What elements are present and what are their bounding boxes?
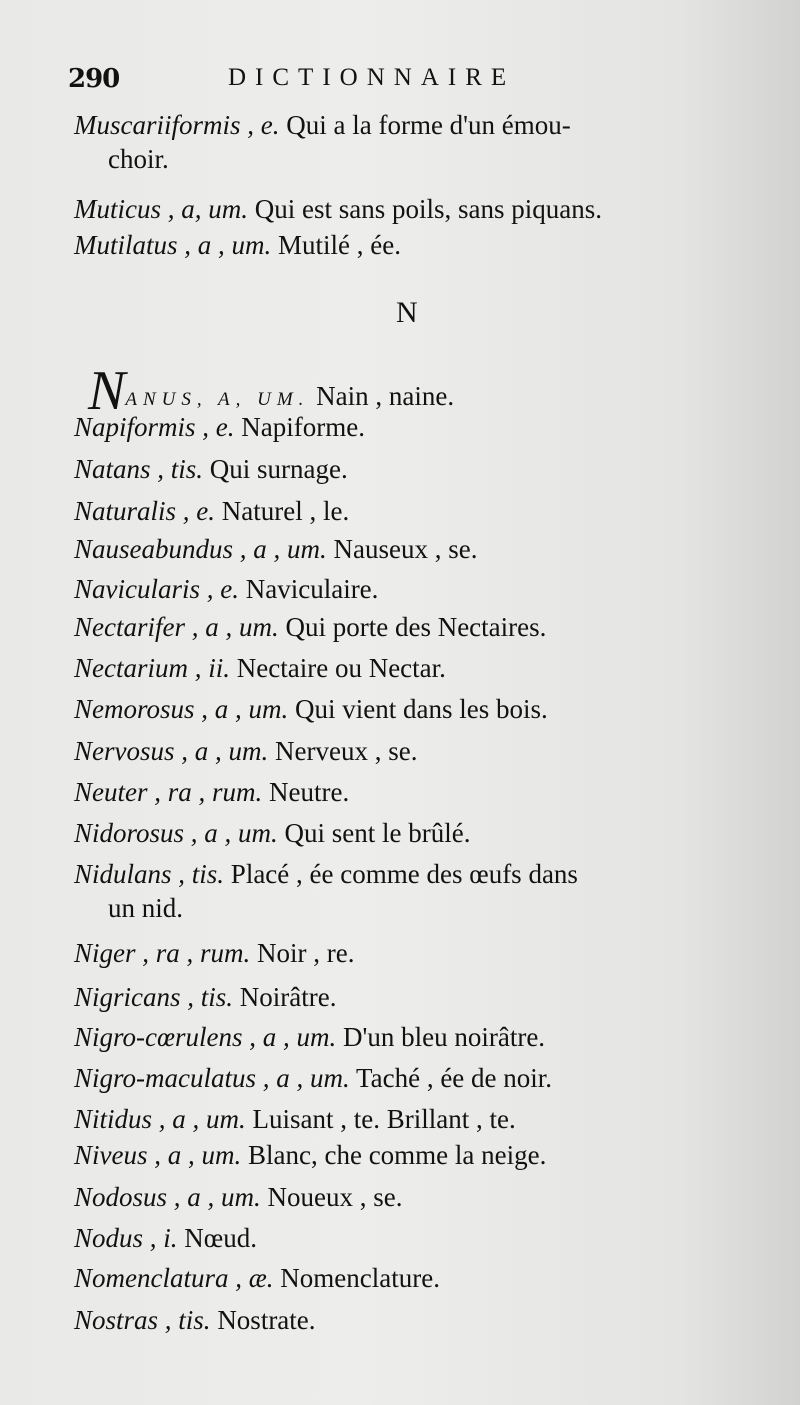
dictionary-entry <box>74 410 764 444</box>
entry-definition: Neutre. <box>269 777 350 807</box>
dictionary-entry <box>74 610 764 644</box>
dictionary-entry <box>74 692 764 726</box>
entry-definition: Qui sent le brûlé. <box>284 818 471 848</box>
entry-grammar: , a , um. <box>262 1063 350 1093</box>
dictionary-entry <box>74 936 764 970</box>
dictionary-entry <box>74 857 764 925</box>
dictionary-entry <box>74 1102 764 1136</box>
entry-definition: Noueux , se. <box>267 1182 403 1212</box>
entry-term: Nodus <box>74 1223 144 1253</box>
entry-definition: Napiforme. <box>241 412 365 442</box>
dictionary-entry <box>74 734 764 768</box>
entry-grammar: , a , um. <box>154 1140 242 1170</box>
dictionary-entry <box>74 1303 764 1337</box>
page-number: 290 <box>68 64 120 94</box>
entry-definition: Qui a la forme d'un émou- <box>286 110 571 140</box>
dictionary-entry <box>74 1061 764 1095</box>
dictionary-entry <box>74 1221 764 1255</box>
entry-term: Neuter <box>74 777 148 807</box>
entry-definition: Nœud. <box>184 1223 258 1253</box>
entry-definition: Luisant , te. Brillant , te. <box>252 1104 516 1134</box>
dictionary-entry <box>74 1180 764 1214</box>
entry-grammar: , a , um. <box>239 534 327 564</box>
entry-term: Nectarium <box>74 653 188 683</box>
entry-grammar: , e. <box>182 496 216 526</box>
dictionary-entry <box>74 651 764 685</box>
dictionary-entry <box>74 1138 764 1172</box>
entry-definition: Nectaire ou Nectar. <box>236 653 446 683</box>
entry-term: Nomenclatura <box>74 1263 229 1293</box>
entry-definition: Taché , ée de noir. <box>356 1063 553 1093</box>
drop-cap-initial: N <box>88 360 126 422</box>
entry-grammar: , e. <box>202 412 235 442</box>
lead-entry <box>88 360 768 422</box>
entry-grammar: , a , um. <box>158 1104 246 1134</box>
entry-term: Niger <box>74 938 136 968</box>
section-letter: N <box>396 296 418 329</box>
entry-grammar: , a , um. <box>249 1022 337 1052</box>
entry-term: Naturalis <box>74 496 177 526</box>
entry-term: Nigro-cœrulens <box>74 1022 243 1052</box>
entry-definition: Mutilé , ée. <box>278 230 401 260</box>
entry-definition: Noir , re. <box>257 938 355 968</box>
entry-grammar: , a , um. <box>173 1182 261 1212</box>
entry-definition: Placé , ée comme des œufs dans <box>230 859 578 889</box>
entry-grammar: , a , um. <box>184 230 272 260</box>
entry-term: Nervosus <box>74 736 175 766</box>
entry-term: Natans <box>74 454 151 484</box>
entry-term: Nemorosus <box>74 694 195 724</box>
entry-grammar: , tis. <box>157 454 204 484</box>
entry-definition: Naviculaire. <box>245 574 379 604</box>
entry-grammar: , tis. <box>178 859 225 889</box>
entry-term: Nidorosus <box>74 818 185 848</box>
entry-grammar: , a, um. <box>167 194 248 224</box>
entry-term: Mutilatus <box>74 230 178 260</box>
entry-grammar: , a , um. <box>201 694 289 724</box>
entry-term: Nostras <box>74 1305 159 1335</box>
entry-term: Muscariiformis <box>74 110 241 140</box>
entry-term: Nigro-maculatus <box>74 1063 256 1093</box>
entry-definition: Noirâtre. <box>239 982 337 1012</box>
dictionary-entry <box>74 452 764 486</box>
entry-definition: Qui porte des Nectaires. <box>285 612 547 642</box>
entry-definition: Nauseux , se. <box>333 534 478 564</box>
entry-term: Nauseabundus <box>74 534 234 564</box>
entry-grammar: , tis. <box>164 1305 211 1335</box>
entry-term: Niveus <box>74 1140 148 1170</box>
dictionary-entry <box>74 108 764 176</box>
entry-term: Nidulans <box>74 859 172 889</box>
entry-grammar: , a , um. <box>191 612 279 642</box>
dictionary-entry <box>74 572 764 606</box>
entry-definition: Qui est sans poils, sans piquans. <box>254 194 602 224</box>
entry-definition: Nerveux , se. <box>275 736 418 766</box>
entry-grammar: , ii. <box>194 653 231 683</box>
entry-term: Napiformis <box>74 412 196 442</box>
entry-grammar: , a , um. <box>181 736 269 766</box>
lead-entry-definition: Nain , naine. <box>316 381 455 411</box>
entry-term: Muticus <box>74 194 161 224</box>
dictionary-entry <box>74 816 764 850</box>
dictionary-entry <box>74 1261 764 1295</box>
dictionary-entry <box>74 980 764 1014</box>
lead-entry-term: ANUS, A, UM. <box>125 389 310 410</box>
dictionary-entry <box>74 775 764 809</box>
dictionary-entry <box>74 494 764 528</box>
entry-continuation: choir. <box>108 144 169 174</box>
entry-grammar: , e. <box>247 110 280 140</box>
entry-term: Navicularis <box>74 574 200 604</box>
entry-definition: Blanc, che comme la neige. <box>248 1140 547 1170</box>
entry-grammar: , i. <box>149 1223 178 1253</box>
running-title: DICTIONNAIRE <box>228 64 516 91</box>
entry-grammar: , e. <box>206 574 239 604</box>
entry-grammar: , a , um. <box>190 818 278 848</box>
dictionary-entry <box>74 192 764 226</box>
entry-definition: Naturel , le. <box>221 496 350 526</box>
entry-grammar: , ra , rum. <box>142 938 251 968</box>
entry-term: Nectarifer <box>74 612 185 642</box>
entry-definition: D'un bleu noirâtre. <box>343 1022 546 1052</box>
entry-grammar: , tis. <box>187 982 234 1012</box>
entry-grammar: , æ. <box>235 1263 274 1293</box>
dictionary-entry <box>74 228 764 262</box>
entry-definition: Qui surnage. <box>209 454 348 484</box>
entry-definition: Nostrate. <box>217 1305 316 1335</box>
entry-term: Nigricans <box>74 982 181 1012</box>
entry-definition: Qui vient dans les bois. <box>295 694 548 724</box>
entry-grammar: , ra , rum. <box>154 777 263 807</box>
page-header <box>68 64 768 104</box>
dictionary-entry <box>74 532 764 566</box>
dictionary-entry <box>74 1020 764 1054</box>
entry-term: Nitidus <box>74 1104 153 1134</box>
entry-definition: Nomenclature. <box>280 1263 440 1293</box>
entry-term: Nodosus <box>74 1182 168 1212</box>
entry-continuation: un nid. <box>108 893 184 923</box>
